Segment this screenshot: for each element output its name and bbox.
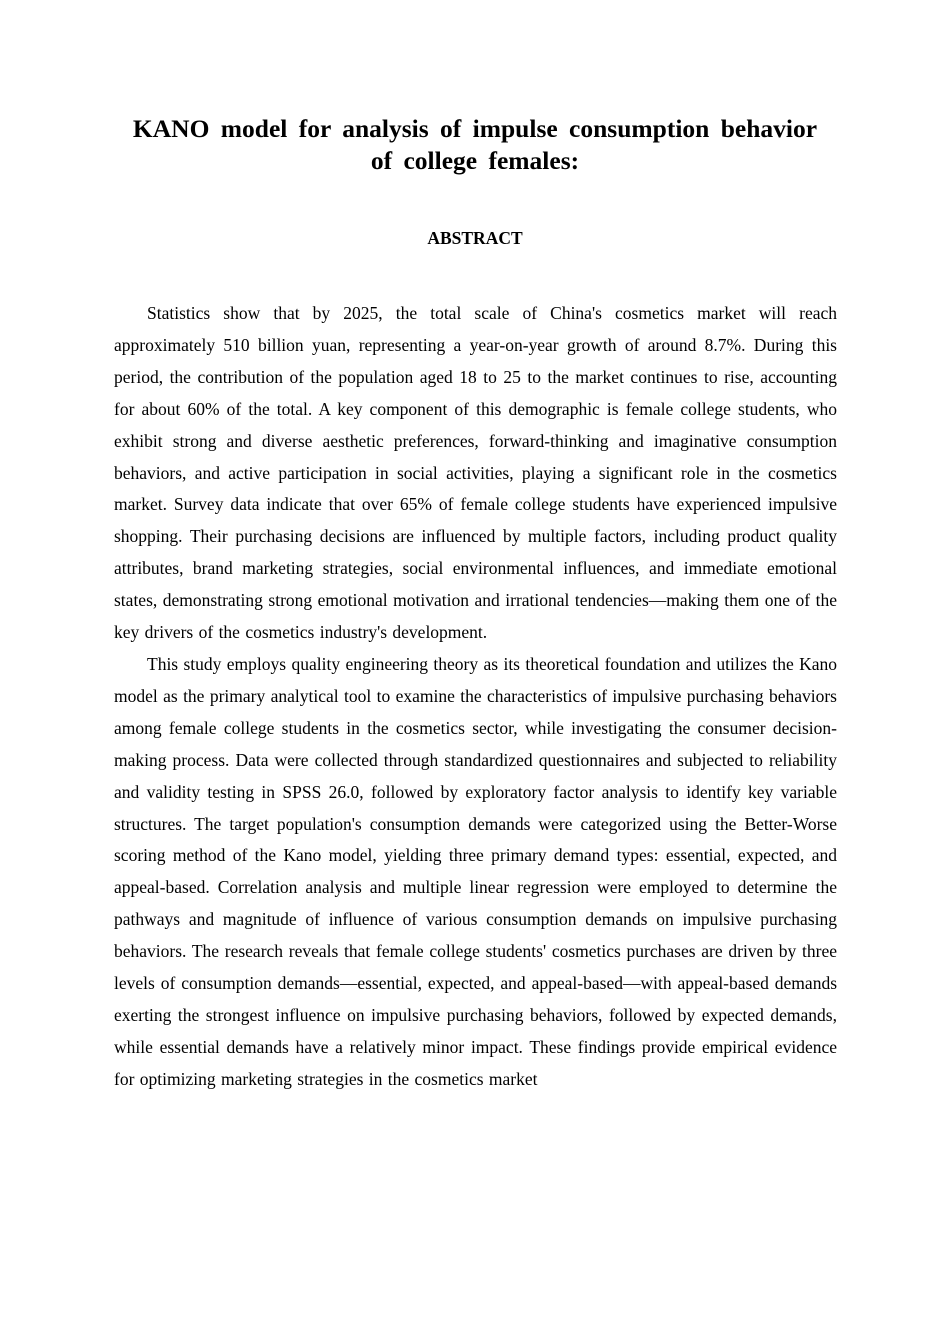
abstract-body [114, 298, 837, 1096]
abstract-heading: ABSTRACT [427, 228, 523, 248]
abstract-paragraph: Statistics show that by 2025, the total scale of China's cosmetics market will reach approximately 510 billion yuan, representing a year-on-year growth of around 8.7%. During this period, the contribution of the population aged 18 to 25 to the market continues to rise, accounting for about 60% of the total. A key component of this demographic is female college students, who exhibit strong and diverse aesthetic preferences, forward-thinking and imaginative consumption behaviors, and active participation in social activities, playing a significant role in the cosmetics market. Survey data indicate that over 65% of female college students have experienced impulsive shopping. Their purchasing decisions are influenced by multiple factors, including product quality attributes, brand marketing strategies, social environmental influences, and immediate emotional states, demonstrating strong emotional motivation and irrational tendencies—making them one of the key drivers of the cosmetics industry's development. [114, 303, 837, 643]
abstract-paragraph: This study employs quality engineering theory as its theoretical foundation and utilizes the Kano model as the primary analytical tool to examine the characteristics of impulsive purchasing behaviors among female college students in the cosmetics sector, while investigating the consumer decision-making process. Data were collected through standardized questionnaires and subjected to reliability and validity testing in SPSS 26.0, followed by exploratory factor analysis to identify key variable structures. The target population's consumption demands were categorized using the Better-Worse scoring method of the Kano model, yielding three primary demand types: essential, expected, and appeal-based. Correlation analysis and multiple linear regression were employed to determine the pathways and magnitude of influence of various consumption demands on impulsive purchasing behaviors. The research reveals that female college students' cosmetics purchases are driven by three levels of consumption demands—essential, expected, and appeal-based—with appeal-based demands exerting the strongest influence on impulsive purchasing behaviors, followed by expected demands, while essential demands have a relatively minor impact. These findings provide empirical evidence for optimizing marketing strategies in the cosmetics market [114, 653, 837, 1089]
paper-title: KANO model for analysis of impulse consumption behavior of college females: [132, 114, 818, 175]
